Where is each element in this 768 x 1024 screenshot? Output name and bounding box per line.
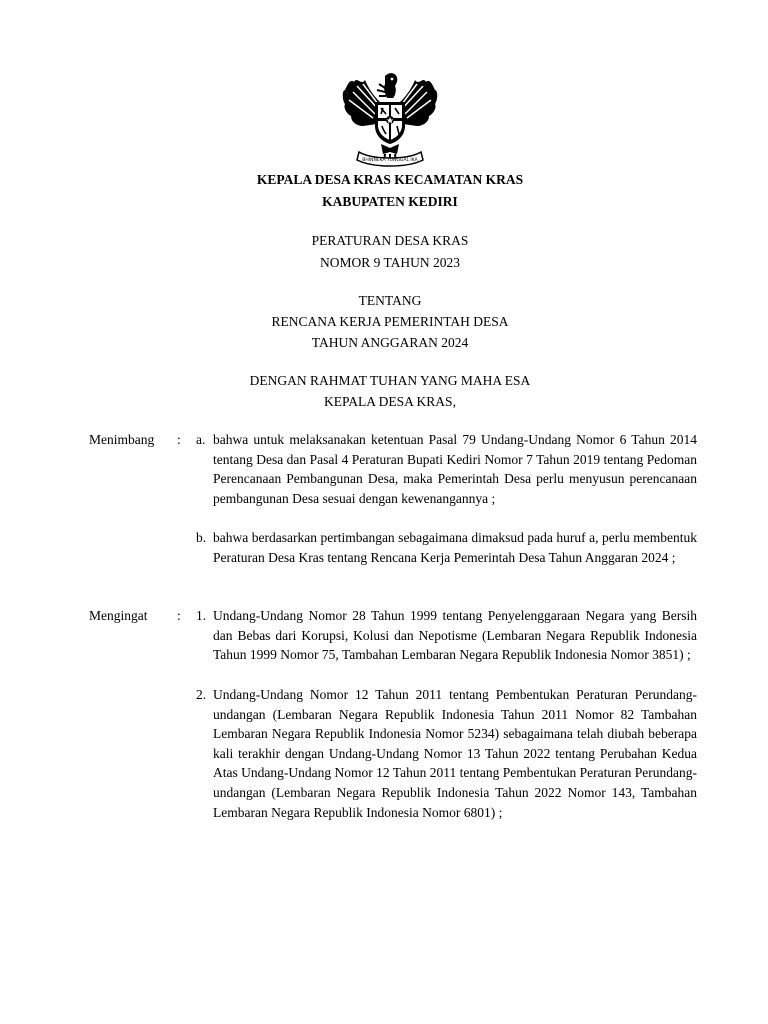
mengingat-label: Mengingat [89,608,148,623]
menimbang-colon: : [177,432,181,447]
regulation-number: NOMOR 9 TAHUN 2023 [319,255,461,270]
menimbang-item-a: bahwa untuk melaksanakan ketentuan Pasal 79 Undang-Undang Nomor 6 Tahun 2014 tentang Desa dan Pasal 4 Peraturan Bupati Kediri Nomor 7 Tahun 2019 tentang Pedoman Perencanaan Pembangunan Desa, maka Pemerintah Desa perlu menyusun perencanaan pembangunan Desa sesuai dengan kewenangannya ; [213,432,697,506]
mengingat-mark-1: 1. [196,608,207,623]
subject-about: TENTANG [358,293,422,308]
menimbang-mark-b: b. [196,530,207,545]
menimbang-label: Menimbang [89,432,155,447]
garuda-pancasila-icon [339,68,441,170]
regulation-title: PERATURAN DESA KRAS [311,233,469,248]
menimbang-mark-a: a. [196,432,206,447]
menimbang-item-b: bahwa berdasarkan pertimbangan sebagaimana dimaksud pada huruf a, perlu membentuk Peraturan Desa Kras tentang Rencana Kerja Pemerintah Desa Tahun Anggaran 2024 ; [213,530,697,565]
subject-line-2: TAHUN ANGGARAN 2024 [311,335,469,350]
mengingat-colon: : [177,608,181,623]
preamble-line-1: DENGAN RAHMAT TUHAN YANG MAHA ESA [249,373,531,388]
mengingat-item-1: Undang-Undang Nomor 28 Tahun 1999 tentang Penyelenggaraan Negara yang Bersih dan Bebas dari Korupsi, Kolusi dan Nepotisme (Lembaran Negara Republik Indonesia Tahun 1999 Nomor 75, Tambahan Lembaran Negara Republik Indonesia Nomor 3851) ; [213,608,697,663]
issuer-title: KEPALA DESA KRAS KECAMATAN KRAS [256,172,524,187]
mengingat-item-2: Undang-Undang Nomor 12 Tahun 2011 tentang Pembentukan Peraturan Perundang-undangan (Lembaran Negara Republik Indonesia Tahun 2011 Nomor 82 Tambahan Lembaran Negara Republik Indonesia Nomor 5234) sebagaimana telah diubah beberapa kali terakhir dengan Undang-Undang Nomor 13 Tahun 2022 tentang Perubahan Kedua Atas Undang-Undang Nomor 12 Tahun 2011 tentang Pembentukan Peraturan Perundang-undangan (Lembaran Negara Republik Indonesia Tahun 2022 Nomor 143, Tambahan Lembaran Negara Republik Indonesia Nomor 6801) ; [213,687,697,820]
subject-line-1: RENCANA KERJA PEMERINTAH DESA [271,314,509,329]
emblem-motto: BHINNEKA TUNGGAL IKA [362,158,418,163]
mengingat-mark-2: 2. [196,687,207,702]
issuer-regency: KABUPATEN KEDIRI [322,194,458,209]
preamble-line-2: KEPALA DESA KRAS, [324,394,456,409]
